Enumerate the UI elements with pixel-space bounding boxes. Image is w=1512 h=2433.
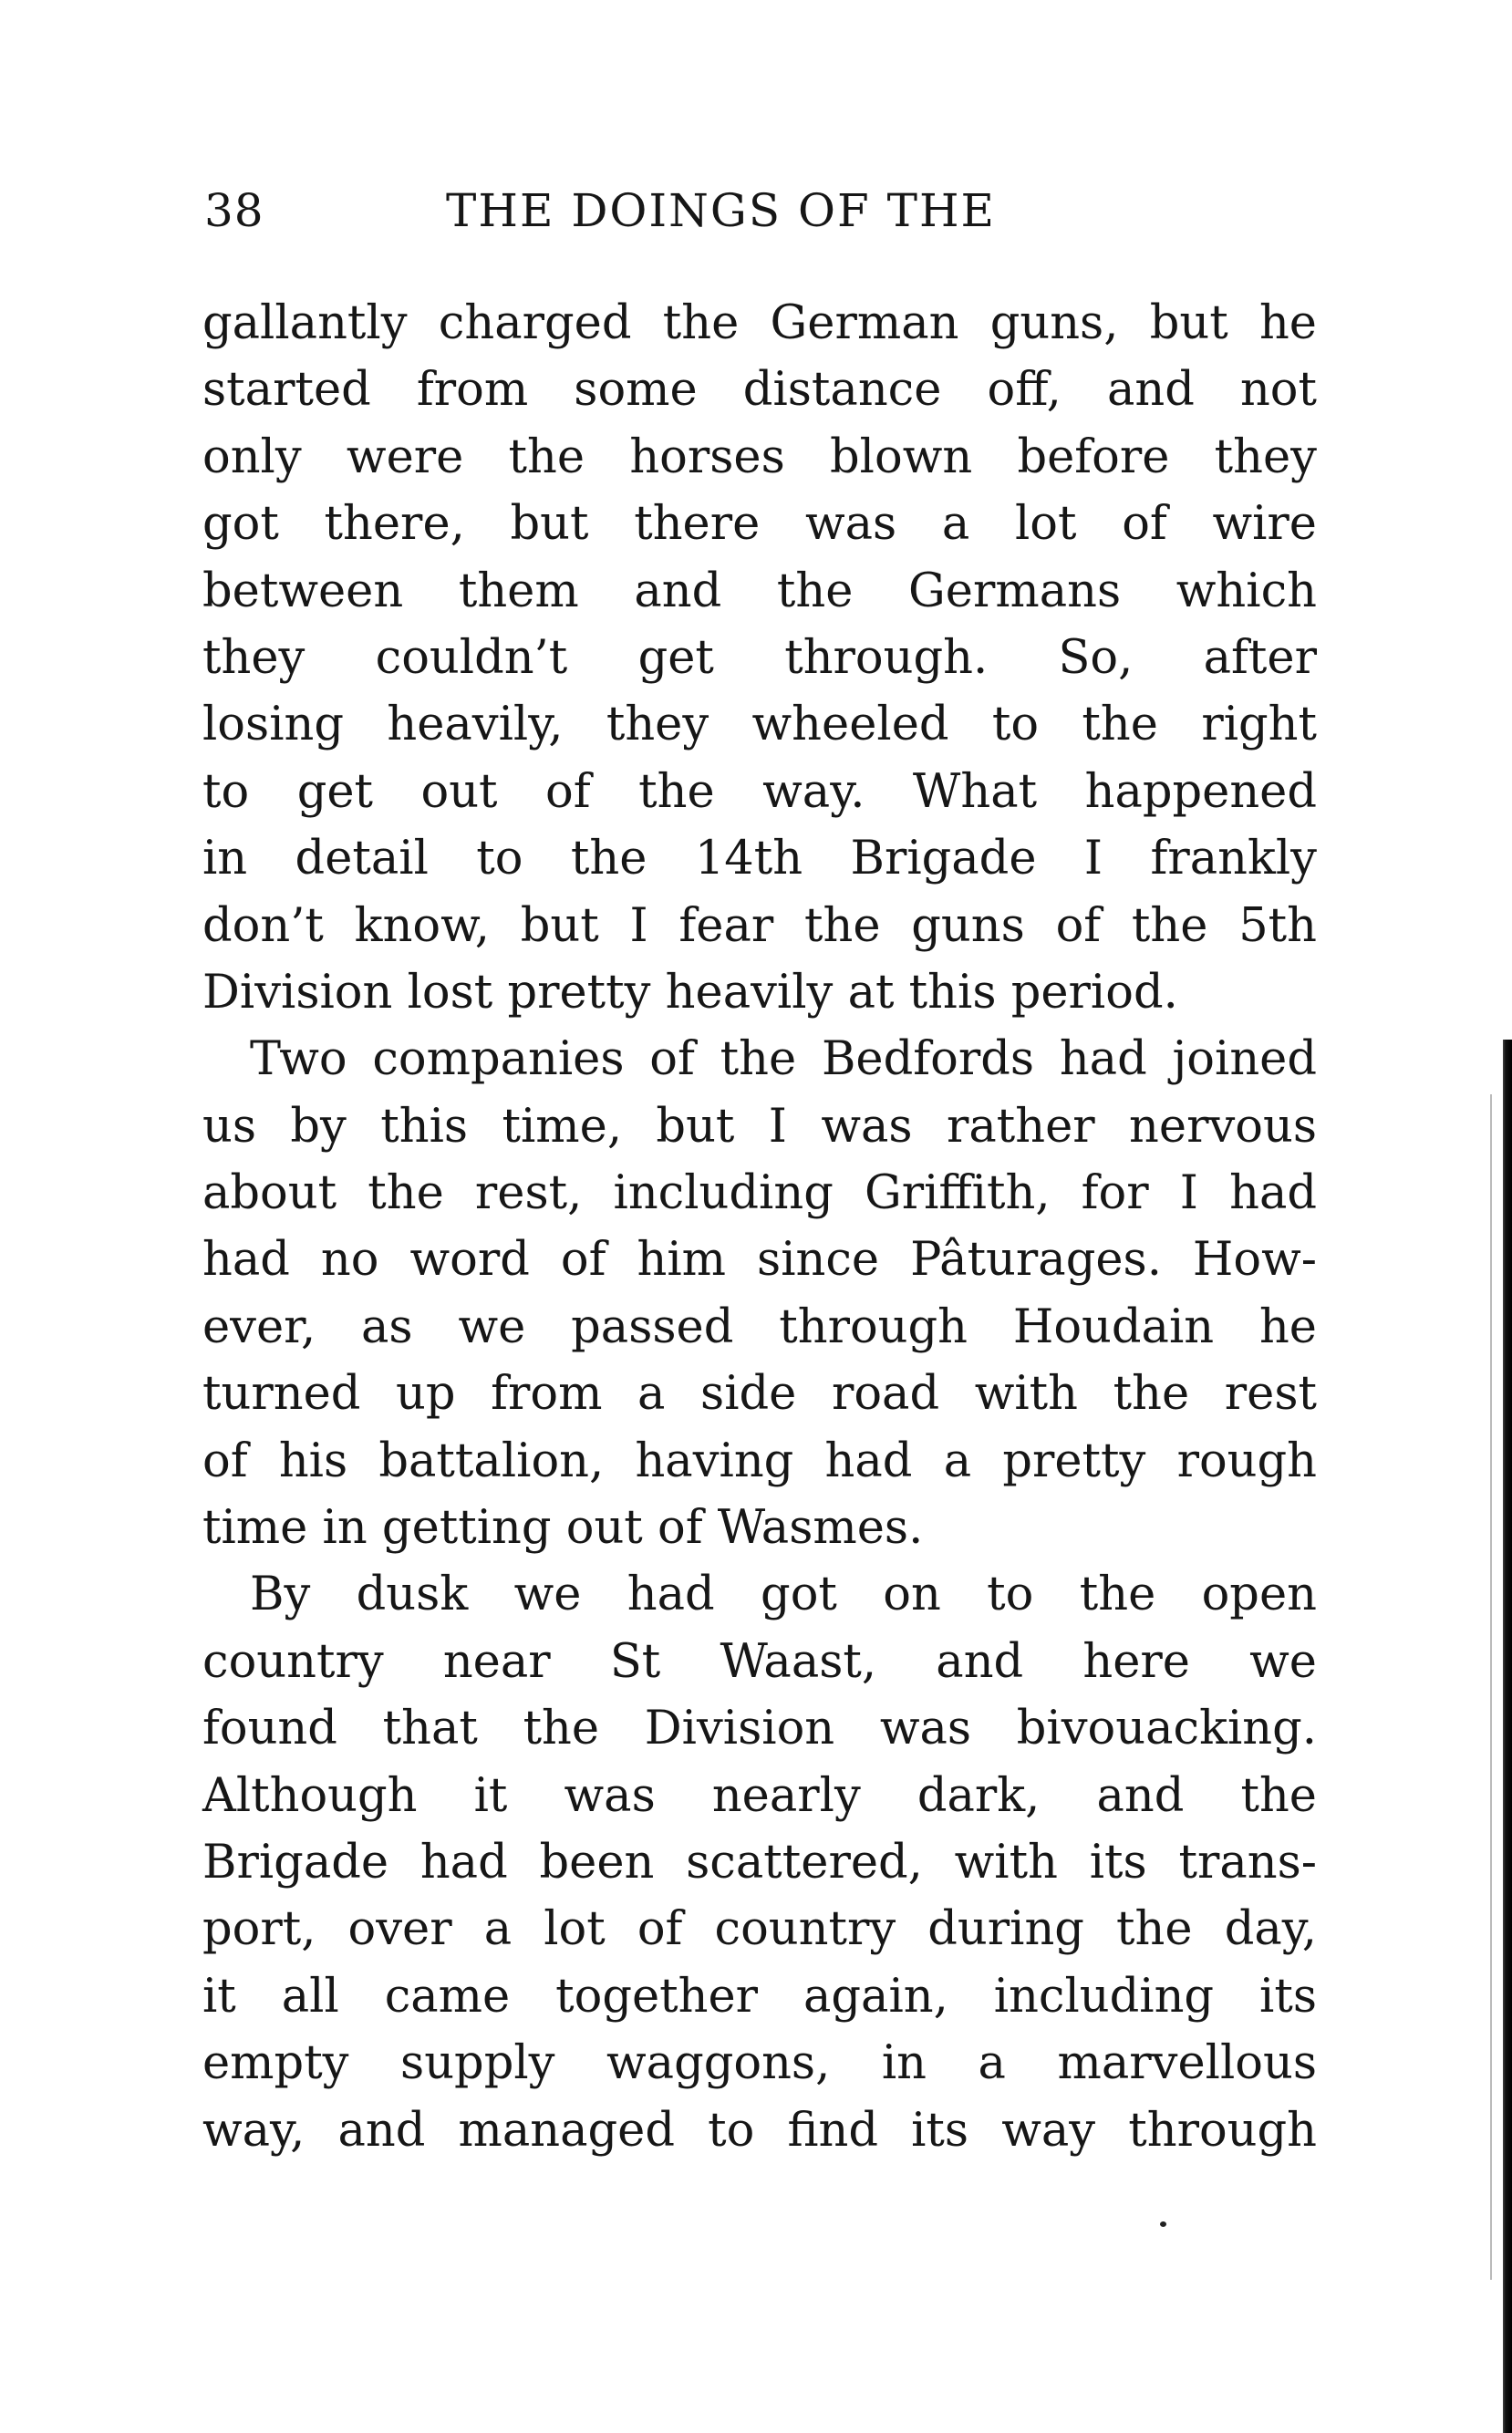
text-line: only were the horses blown before they: [202, 430, 1317, 484]
text-line: Although it was nearly dark, and the: [202, 1768, 1317, 1823]
text-line: found that the Division was bivouacking.: [202, 1702, 1317, 1756]
text-line: of his battalion, having had a pretty rough: [202, 1434, 1317, 1488]
scan-shadow-line: [1490, 1094, 1492, 2280]
text-line: losing heavily, they wheeled to the right: [202, 698, 1317, 752]
text-line: had no word of him since Pâturages. How-: [202, 1233, 1317, 1288]
page-number: 38: [204, 184, 264, 237]
text-line: port, over a lot of country during the day,: [202, 1902, 1317, 1957]
running-title: THE DOINGS OF THE: [446, 184, 997, 237]
paragraph-3: [202, 1561, 1317, 2164]
text-line: way, and managed to find its way through: [202, 2103, 1317, 2158]
text-line: between them and the Germans which: [202, 564, 1317, 618]
paragraph-1: [202, 290, 1317, 1026]
text-line: us by this time, but I was rather nervous: [202, 1099, 1317, 1154]
text-line: started from some distance off, and not: [202, 363, 1317, 418]
body-text: [202, 290, 1317, 2164]
scan-speck: [1160, 2221, 1166, 2227]
paragraph-2: [202, 1026, 1317, 1561]
text-line: Brigade had been scattered, with its trans-: [202, 1835, 1317, 1889]
text-line: country near St Waast, and here we: [202, 1634, 1317, 1689]
text-line: to get out of the way. What happened: [202, 764, 1317, 819]
running-head: [204, 179, 1317, 243]
text-line: don’t know, but I fear the guns of the 5th: [202, 898, 1317, 953]
text-line: gallantly charged the German guns, but he: [202, 296, 1317, 350]
text-line: in detail to the 14th Brigade I frankly: [202, 832, 1317, 886]
text-line: about the rest, including Griffith, for I had: [202, 1166, 1317, 1221]
text-line: Division lost pretty heavily at this period.: [202, 965, 1178, 1020]
text-line: empty supply waggons, in a marvellous: [202, 2036, 1317, 2091]
text-line: By dusk we had got on to the open: [250, 1568, 1317, 1622]
text-line: Two companies of the Bedfords had joined: [250, 1032, 1317, 1087]
page-edge-shadow: [1503, 1040, 1512, 2433]
text-line: turned up from a side road with the rest: [202, 1367, 1317, 1422]
text-line: they couldn’t get through. So, after: [202, 630, 1317, 685]
text-line: time in getting out of Wasmes.: [202, 1501, 924, 1556]
text-line: it all came together again, including its: [202, 1969, 1317, 2024]
text-line: ever, as we passed through Houdain he: [202, 1299, 1317, 1354]
text-line: got there, but there was a lot of wire: [202, 497, 1317, 552]
